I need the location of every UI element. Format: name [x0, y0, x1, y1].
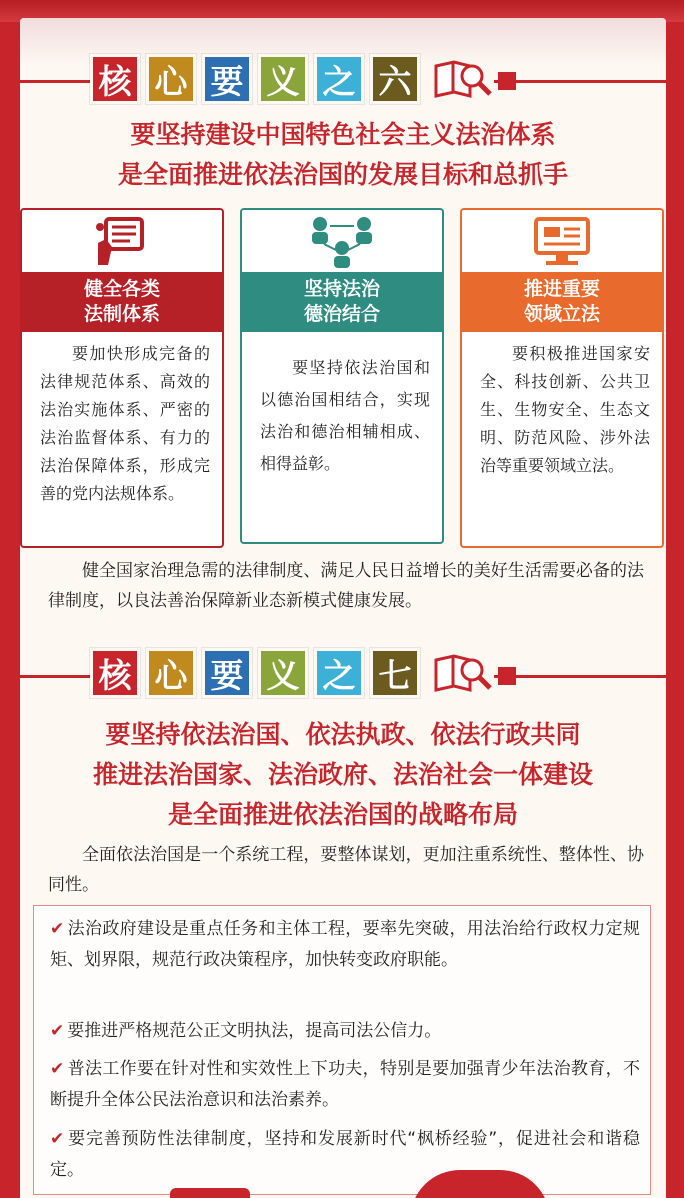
- card-title-line2: 德治结合: [303, 303, 380, 325]
- check-icon: ✔: [50, 1021, 65, 1041]
- list-item: [50, 1124, 640, 1186]
- list-item-text: 要推进严格规范公正文明执法，提高司法公信力。: [67, 1021, 442, 1041]
- people-connection-icon: [306, 212, 378, 270]
- title-tile: 核: [90, 648, 140, 698]
- list-item-text: 要完善预防性法律制度，坚持和发展新时代“枫桥经验”，促进社会和谐稳定。: [50, 1129, 640, 1180]
- title-tile: 核: [90, 54, 140, 104]
- card-title-line1: 坚持法治: [303, 278, 380, 300]
- section7-headline-line3: 是全面推进依法治国的战略布局: [167, 800, 518, 829]
- section6-title-tiles: [90, 54, 420, 104]
- key-points-box: [33, 905, 651, 1195]
- card-body: 要坚持依法治国和以德治国相结合，实现法治和德治相辅相成、相得益彰。: [260, 358, 430, 473]
- card-title-line2: 领域立法: [523, 303, 600, 325]
- check-icon: ✔: [50, 919, 65, 939]
- section6-left-rule: [20, 80, 90, 83]
- section7-left-rule: [20, 675, 90, 678]
- title-tile: 义: [258, 54, 308, 104]
- section6-right-rule: [494, 80, 666, 83]
- section7-right-rule: [494, 675, 666, 678]
- section7-rule-square: [498, 667, 516, 685]
- card-rule-of-law-virtue: [240, 208, 444, 544]
- list-item: [50, 914, 640, 976]
- title-tile: 之: [314, 54, 364, 104]
- computer-monitor-icon: [532, 215, 592, 267]
- title-tile: 心: [146, 648, 196, 698]
- title-tile: 要: [202, 54, 252, 104]
- title-tile: 七: [370, 648, 420, 698]
- title-tile: 义: [258, 648, 308, 698]
- title-tile: 六: [370, 54, 420, 104]
- section7-intro: 全面依法治国是一个系统工程，要整体谋划，更加注重系统性、整体性、协同性。: [48, 845, 644, 895]
- title-tile: 要: [202, 648, 252, 698]
- card-title-line1: 推进重要: [523, 278, 600, 300]
- card-title-line2: 法制体系: [83, 303, 160, 325]
- section6-headline-line1: 要坚持建设中国特色社会主义法治体系: [130, 120, 556, 149]
- bottom-decoration-small: [170, 1188, 250, 1198]
- title-tile: 之: [314, 648, 364, 698]
- check-icon: ✔: [50, 1059, 65, 1079]
- check-icon: ✔: [50, 1129, 65, 1149]
- section6-summary: 健全国家治理急需的法律制度、满足人民日益增长的美好生活需要必备的法律制度，以良法善治保障新业态新模式健康发展。: [48, 561, 644, 611]
- hand-tablet-icon: [92, 213, 152, 269]
- card-title-line1: 健全各类: [83, 278, 160, 300]
- card-body: 要积极推进国家安全、科技创新、公共卫生、生物安全、生态文明、防范风险、涉外法治等重要领域立法。: [480, 344, 650, 475]
- card-body: 要加快形成完备的法律规范体系、高效的法治实施体系、严密的法治监督体系、有力的法治保障体系，形成完善的党内法规体系。: [40, 344, 210, 503]
- book-magnifier-icon: [432, 58, 494, 102]
- list-item: [50, 1016, 640, 1047]
- section7-headline-line1: 要坚持依法治国、依法执政、依法行政共同: [105, 720, 581, 749]
- list-item: [50, 1054, 640, 1116]
- list-item-text: 法治政府建设是重点任务和主体工程，要率先突破，用法治给行政权力定规矩、划界限，规范行政决策程序，加快转变政府职能。: [50, 919, 640, 970]
- book-magnifier-icon: [432, 652, 494, 696]
- card-legal-system: [20, 208, 224, 548]
- list-item-text: 普法工作要在针对性和实效性上下功夫，特别是要加强青少年法治教育，不断提升全体公民法治意识和法治素养。: [50, 1059, 640, 1110]
- title-tile: 心: [146, 54, 196, 104]
- section6-rule-square: [498, 72, 516, 90]
- card-key-legislation: [460, 208, 664, 548]
- section7-title-tiles: [90, 648, 420, 698]
- section7-headline-line2: 推进法治国家、法治政府、法治社会一体建设: [92, 760, 593, 789]
- section6-headline-line2: 是全面推进依法治国的发展目标和总抓手: [117, 160, 568, 189]
